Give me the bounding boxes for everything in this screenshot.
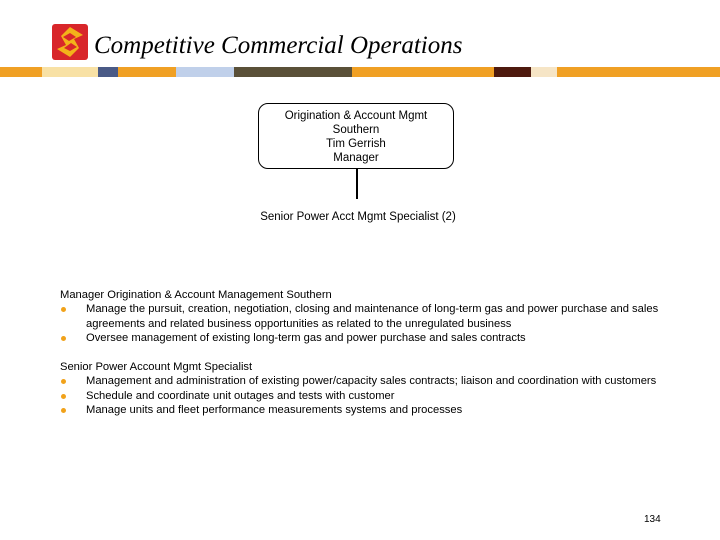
stripe-segment: [234, 67, 352, 77]
page-number: 134: [644, 514, 661, 525]
section-heading: Manager Origination & Account Management Southern: [60, 289, 332, 301]
stripe-segment: [98, 67, 118, 77]
bullet-icon: [61, 394, 66, 399]
org-box-role: Manager: [333, 152, 379, 164]
stripe-segment: [352, 67, 494, 77]
list-item: [60, 374, 660, 388]
org-chart-subordinate: Senior Power Acct Mgmt Specialist (2): [260, 211, 456, 223]
stripe-segment: [0, 67, 42, 77]
org-box-region: Southern: [332, 124, 380, 136]
bullet-icon: [61, 379, 66, 384]
list-item-text: Schedule and coordinate unit outages and tests with customer: [86, 389, 395, 402]
list-item: [60, 331, 660, 345]
list-item-text: Oversee management of existing long-term gas and power purchase and sales contracts: [86, 332, 526, 345]
section-heading: Senior Power Account Mgmt Specialist: [60, 361, 253, 373]
stripe-segment: [494, 67, 531, 77]
org-box-department: Origination & Account Mgmt: [284, 110, 428, 122]
specialist-responsibilities-section: [60, 360, 660, 418]
manager-responsibilities-section: [60, 288, 660, 346]
stripe-segment: [118, 67, 176, 77]
list-item-text: Manage units and fleet performance measurements systems and processes: [86, 404, 463, 417]
org-chart-connector-line: [356, 169, 358, 199]
stripe-segment: [531, 67, 557, 77]
list-item-text: Manage the pursuit, creation, negotiation, closing and maintenance of long-term gas and power purchase and sales agreements and related business opportunities as related to the unregulated business: [86, 303, 659, 330]
org-box-person-name: Tim Gerrish: [326, 138, 386, 150]
bullet-icon: [61, 408, 66, 413]
stripe-segment: [176, 67, 234, 77]
bullet-icon: [61, 307, 66, 312]
list-item: [60, 389, 660, 403]
company-logo: [52, 24, 88, 60]
page-title: Competitive Commercial Operations: [94, 32, 463, 59]
org-chart-box-manager: [258, 103, 454, 169]
list-item: [60, 403, 660, 417]
stripe-segment: [42, 67, 98, 77]
bullet-icon: [61, 336, 66, 341]
header-color-stripe: [0, 67, 720, 77]
list-item-text: Management and administration of existing power/capacity sales contracts; liaison and coordination with customers: [86, 375, 657, 388]
list-item: [60, 302, 660, 331]
stripe-segment: [557, 67, 720, 77]
